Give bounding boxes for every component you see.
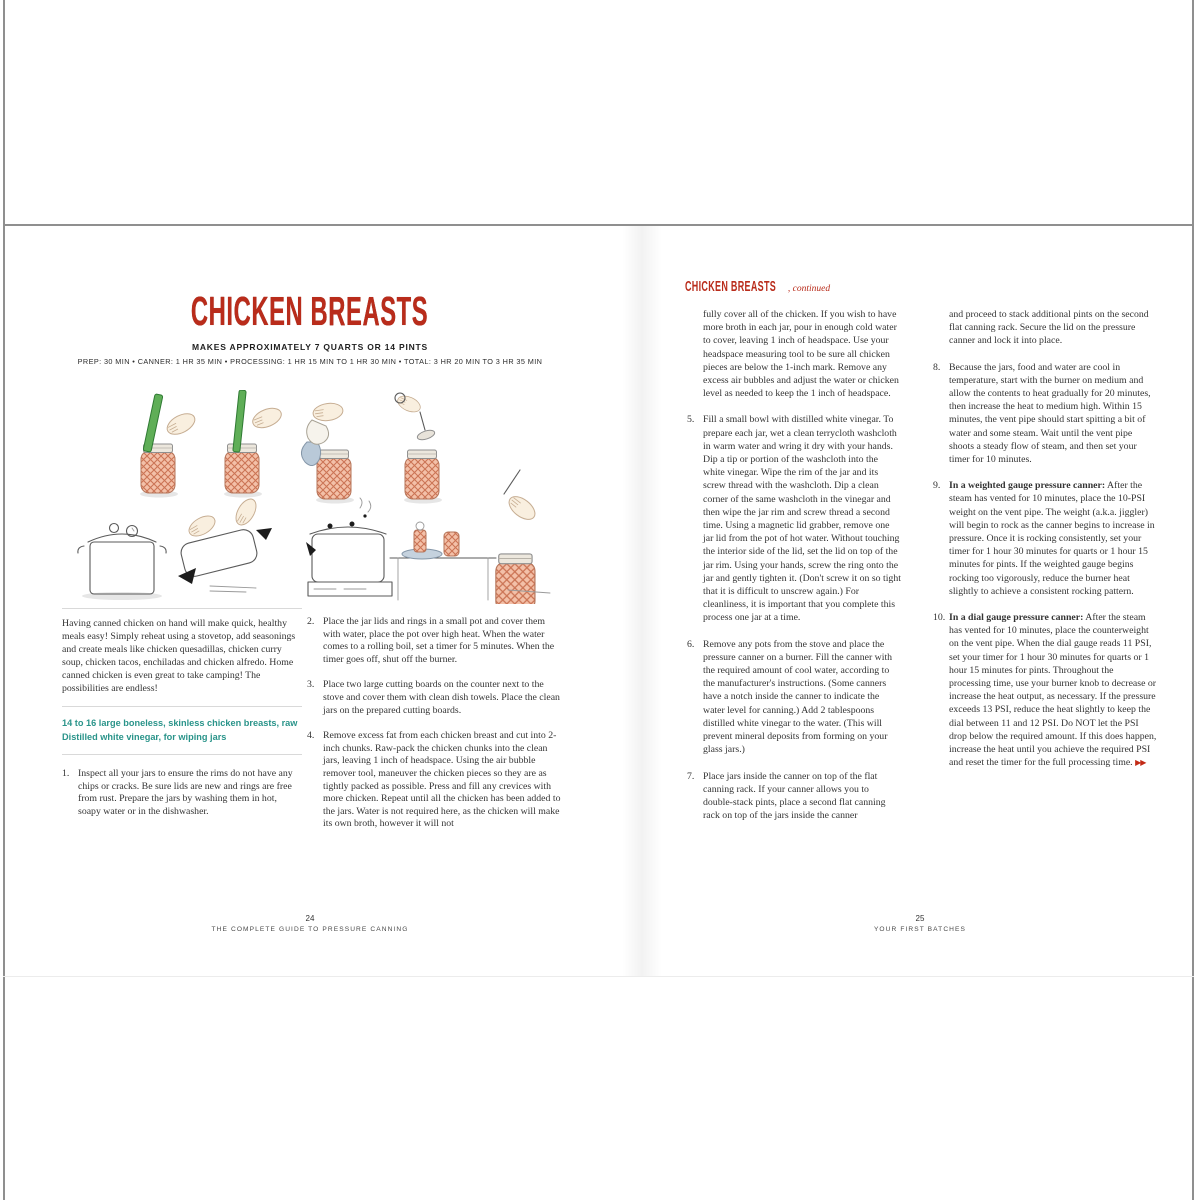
ingredient-list xyxy=(62,717,302,744)
step-8 xyxy=(933,361,1157,467)
time-line: PREP: 30 MIN • CANNER: 1 HR 35 MIN • PROCESSING: 1 HR 15 MIN TO 1 HR 30 MIN • TOTAL: 3 HR 20 MIN TO 3 HR 35 MIN xyxy=(77,357,543,366)
step-text: Place the jar lids and rings in a small pot and cover them with water, place the pot over high heat. When the water comes to a rolling boil, set a timer for 5 minutes. When the timer goes off, shut off the burner. xyxy=(323,616,555,665)
left-column-1 xyxy=(62,608,302,831)
recipe-intro: Having canned chicken on hand will make quick, healthy meals easy! Simply reheat using a stovetop, add seasonings and create meals like chicken quesadillas, chicken curry soup, chicken tacos, enchiladas and chicken alfredo. Home canned chicken is even great to take camping! The possibilities are endless! xyxy=(62,618,296,694)
step-text: Place jars inside the canner on top of the flat canning rack. If your canner allows you to double-stack pints, place a second flat canning rack on top of the jars inside the canner xyxy=(703,770,886,822)
step-number: 3. xyxy=(307,679,315,691)
step-6 xyxy=(687,638,901,757)
divider xyxy=(62,754,302,755)
photo-frame-right xyxy=(1192,0,1194,1200)
yield-line: MAKES APPROXIMATELY 7 QUARTS OR 14 PINTS xyxy=(191,342,429,352)
left-column-2 xyxy=(307,608,563,844)
lid-grabber-illustration xyxy=(395,393,442,504)
step-number: 9. xyxy=(933,480,941,492)
step-number: 2. xyxy=(307,616,315,627)
step-text: Remove any pots from the stove and place the pressure canner on a burner. Fill the canner with the required amount of cool water, according to the manufacturer's instructions. (Some canners have a notch inside the canner to indicate the water level for canning.) Add 2 tablespoons distilled white vinegar to the water. (This will prevent mineral deposits from forming on your glass jars.) xyxy=(703,638,893,756)
step-9 xyxy=(933,479,1157,598)
right-column-2 xyxy=(933,308,1157,783)
step-text xyxy=(949,611,1157,769)
recipe-title: CHICKEN BREASTS xyxy=(191,288,429,334)
continued-title: CHICKEN BREASTS xyxy=(685,279,777,295)
step-5 xyxy=(687,413,901,624)
ring-tightening-illustration xyxy=(495,470,550,604)
step-text xyxy=(949,479,1157,598)
step-7-continuation: and proceed to stack additional pints on the second flat canning rack. Secure the lid on the pressure canner and lock it into place. xyxy=(949,309,1149,347)
stove-canner-illustration xyxy=(306,498,496,600)
jar-wiping-illustration xyxy=(301,401,354,503)
ingredient-item: Distilled white vinegar, for wiping jars xyxy=(62,731,227,742)
canning-steps-illustration xyxy=(60,390,600,604)
divider xyxy=(62,608,302,609)
ingredient-item: 14 to 16 large boneless, skinless chicken breasts, raw xyxy=(62,718,298,728)
running-footer: THE COMPLETE GUIDE TO PRESSURE CANNING xyxy=(211,926,409,933)
step-1 xyxy=(62,768,302,818)
step-text: Inspect all your jars to ensure the rims do not have any chips or cracks. Be sure lids are new and rings are free from rust. Prepare the jars by washing them in hot, soapy water or in the dishwasher. xyxy=(78,768,293,817)
page-number: 25 xyxy=(915,914,925,923)
step-4-continuation: fully cover all of the chicken. If you wish to have more broth in each jar, pour in enough cold water to cover, leaving 1 inch of headspace. Use your headspace measuring tool to be sure all chicken pieces are below the 1-inch mark. Remove any excess air bubbles and adjust the water or chicken level as needed to keep the 1 inch of headspace. xyxy=(703,309,899,400)
photo-frame-bottom xyxy=(3,976,1194,977)
step-number: 7. xyxy=(687,770,695,782)
page-gutter-shadow xyxy=(622,226,662,976)
pressure-canner-illustration xyxy=(78,524,166,601)
step-number: 5. xyxy=(687,414,695,426)
step-text: Remove excess fat from each chicken breast and cut into 2-inch chunks. Raw-pack the chicken chunks into the clean jars, leaving 1 inch of headspace. Using the air bubble remover tool, maneuver the chicken pieces so they are as tightly packed as possible. Press and fill any crevices with more chicken. Repeat until all the chicken has been added to the jars. Water is not required here, as the chicken will make its own broth, however it will not xyxy=(323,730,561,830)
right-column-1 xyxy=(687,308,901,835)
left-page-footer xyxy=(60,914,560,933)
page-number: 24 xyxy=(305,914,315,923)
lid-locking-illustration xyxy=(178,496,272,592)
step-number: 8. xyxy=(933,361,941,373)
step-text: Fill a small bowl with distilled white vinegar. To prepare each jar, wet a clean terrycloth washcloth in warm water and wring it dry with your hands. Dip a tip or portion of the washcloth into the white vinegar. Wipe the rim of the jar and its screw thread with the washcloth. Dip a clean corner of the same washcloth in the vinegar and then wipe the jar rim and screw thread a second time. Using a magnetic lid grabber, remove one jar lid from the pot of hot water. Without touching the interior side of the lid, set the lid on top of the jar rim. Using your hands, screw the ring onto the jar and gently tighten it. (Don't screw it on so tight that it is difficult to unscrew again.) For cleanliness, it is important that you complete this process one jar at a time. xyxy=(703,414,901,624)
step-body: After the steam has vented for 10 minutes, place the 10-PSI weight on the vent pipe. The weight (a.k.a. jiggler) will begin to rock as the canner begins to increase in pressure. Once it is rocking consistently, set your timer for 1 hour 30 minutes for quarts or 1 hour 15 minutes for pints. If the weighted gauge begins rocking too vigorously, reduce the burner heat slightly to achieve a consistent rocking pattern. xyxy=(949,480,1155,597)
step-lead: In a weighted gauge pressure canner: xyxy=(949,480,1106,492)
jar-headspace-illustration xyxy=(224,390,284,498)
step-number: 6. xyxy=(687,638,695,650)
continued-suffix: , continued xyxy=(787,284,831,294)
step-2 xyxy=(307,616,563,666)
right-page-footer xyxy=(665,914,1175,933)
recipe-title-wrap xyxy=(60,288,560,335)
step-number: 4. xyxy=(307,730,315,742)
book-spread xyxy=(5,226,1192,976)
step-3 xyxy=(307,679,563,717)
step-10 xyxy=(933,611,1157,769)
continued-header xyxy=(685,278,830,296)
step-7 xyxy=(687,770,901,823)
step-text xyxy=(949,361,1157,467)
continue-arrows-icon: ▶▶ xyxy=(1135,758,1146,768)
step-number: 10. xyxy=(933,612,946,624)
divider xyxy=(62,706,302,707)
step-body: Because the jars, food and water are cool in temperature, start with the burner on medium and allow the contents to heat gradually for 20 minutes, then increase the heat to medium high. Within 15 minutes, the vent pipe should start spitting a bit of water and some steam. Wait until the vent pipe shoots a steady flow of steam, and then set your timer for 10 minutes. xyxy=(949,361,1151,466)
process-illustrations xyxy=(60,390,600,604)
step-body: After the steam has vented for 10 minutes, place the counterweight on the vent pipe. When the dial gauge reads 11 PSI, set your timer for 1 hour 30 minutes for quarts or 1 hour 15 minutes for pints. Throughout the processing time, use your burner knob to decrease or increase the heat output, as necessary. If the pressure exceeds 13 PSI, reduce the heat slightly to keep the dial between 11 and 12 PSI. Do NOT let the PSI drop below the required amount. If this does happen, increase the heat until you achieve the required PSI and reset the timer for the full processing time. xyxy=(949,612,1157,769)
step-4 xyxy=(307,730,563,831)
step-text: Place two large cutting boards on the counter next to the stove and cover them with clean dish towels. Place the clean jars on the prepared cutting boards. xyxy=(323,679,560,716)
jar-packing-illustration xyxy=(140,394,198,498)
running-footer: YOUR FIRST BATCHES xyxy=(873,926,967,933)
step-lead: In a dial gauge pressure canner: xyxy=(949,612,1084,624)
step-number: 1. xyxy=(62,768,70,779)
